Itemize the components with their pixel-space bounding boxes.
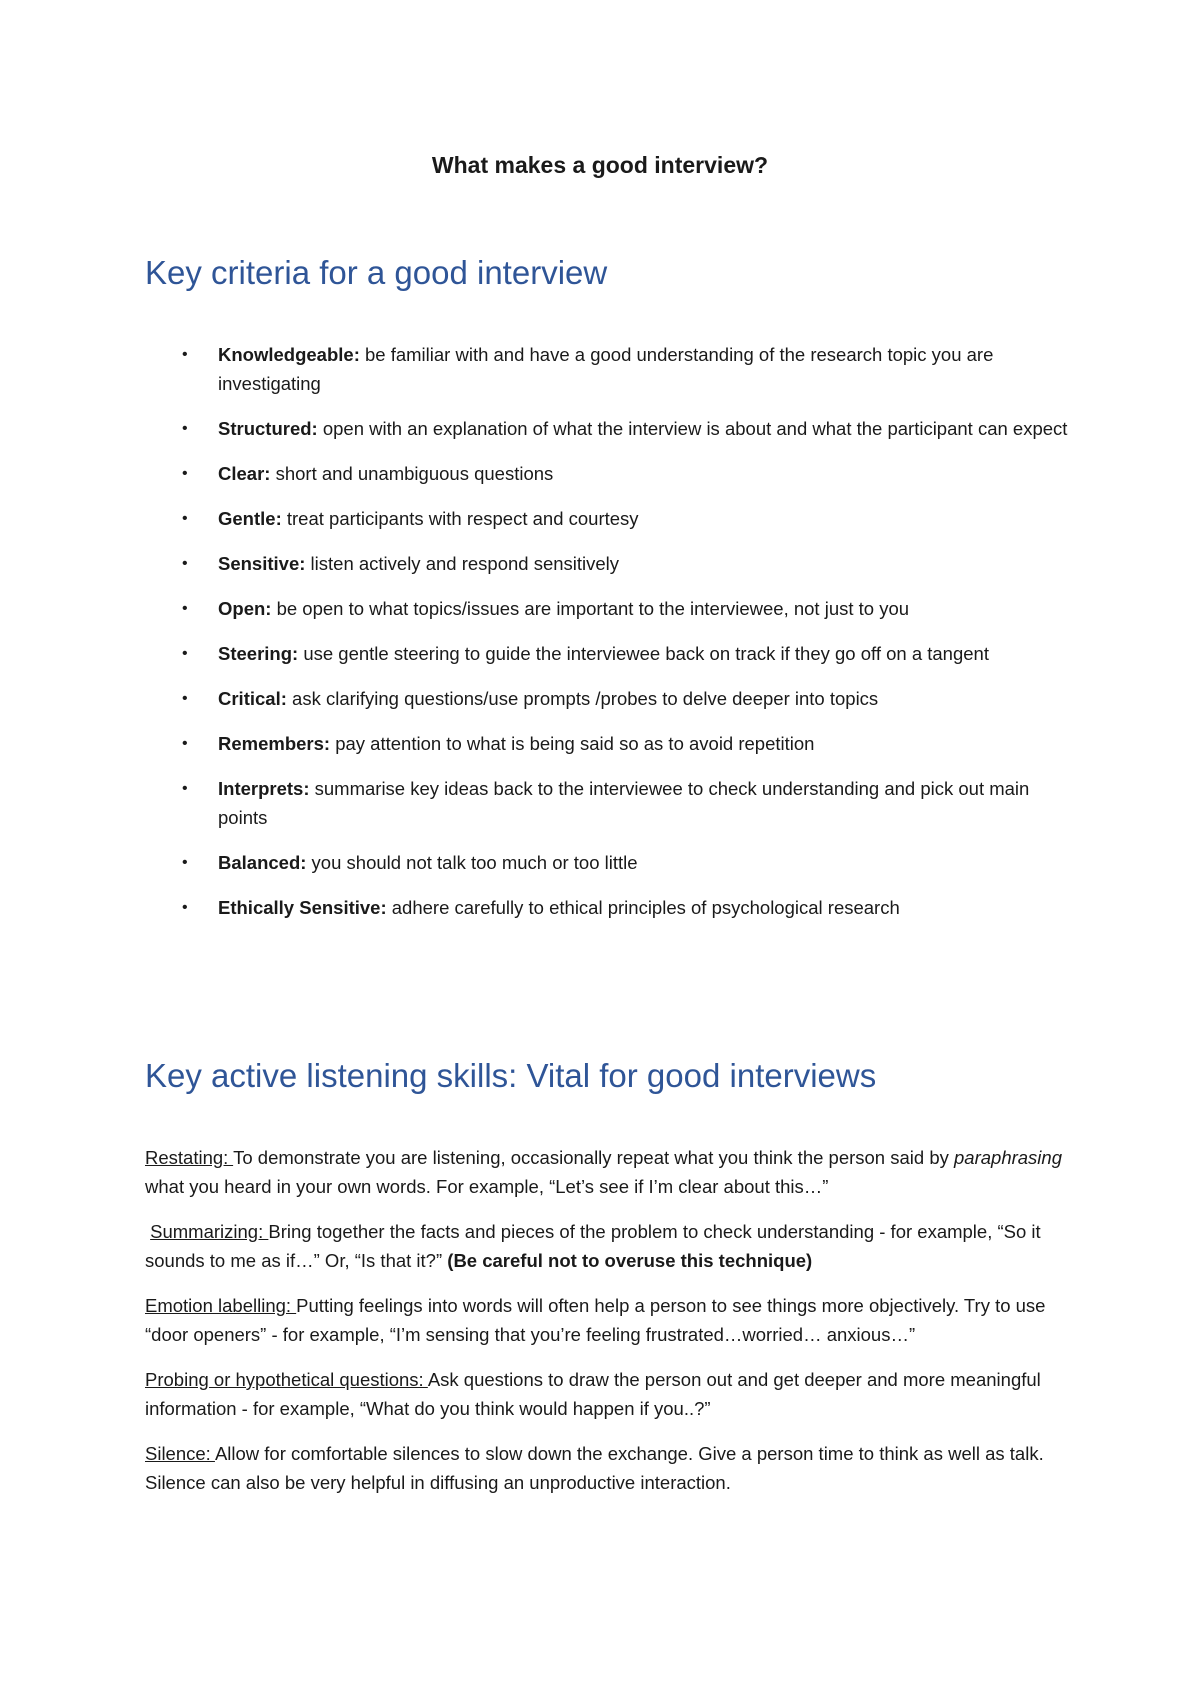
bullet-icon: •	[182, 735, 188, 752]
bullet-icon: •	[182, 510, 188, 527]
criteria-description: adhere carefully to ethical principles of psychological research	[386, 897, 900, 918]
bullet-icon: •	[182, 780, 188, 797]
list-item	[0, 639, 1200, 668]
skill-text: Ask questions to draw the person out and get deeper and more meaningful information - for example, “What do you think would happen if you..?”	[145, 1369, 1041, 1419]
criteria-description: you should not talk too much or too little	[306, 852, 638, 873]
skill-restating	[145, 1143, 1075, 1201]
list-item	[0, 684, 1200, 713]
list-item	[0, 340, 1200, 398]
criteria-term: Open:	[218, 598, 272, 619]
criteria-term: Sensitive:	[218, 553, 306, 574]
skill-term: Probing or hypothetical questions:	[145, 1369, 428, 1390]
section-heading-active-listening: Key active listening skills: Vital for good interviews	[145, 1057, 877, 1094]
criteria-description: short and unambiguous questions	[270, 463, 554, 484]
criteria-term: Clear:	[218, 463, 271, 484]
bullet-icon: •	[182, 899, 188, 916]
skill-text: Bring together the facts and pieces of the problem to check understanding - for example, “So it sounds to me as if…” Or, “Is that it?”	[145, 1221, 1041, 1271]
criteria-description: ask clarifying questions/use prompts /probes to delve deeper into topics	[286, 688, 879, 709]
bullet-icon: •	[182, 854, 188, 871]
list-item	[0, 774, 1200, 832]
skill-emphasis: paraphrasing	[954, 1147, 1062, 1168]
section-heading-key-criteria: Key criteria for a good interview	[145, 254, 608, 291]
criteria-term: Ethically Sensitive:	[218, 897, 387, 918]
bullet-icon: •	[182, 465, 188, 482]
criteria-term: Critical:	[218, 688, 287, 709]
skill-text: what you heard in your own words. For example, “Let’s see if I’m clear about this…”	[145, 1176, 829, 1197]
criteria-term: Knowledgeable:	[218, 344, 360, 365]
criteria-description: use gentle steering to guide the interviewee back on track if they go off on a tangent	[298, 643, 989, 664]
criteria-description: treat participants with respect and courtesy	[281, 508, 639, 529]
criteria-description: listen actively and respond sensitively	[305, 553, 620, 574]
criteria-term: Gentle:	[218, 508, 282, 529]
skill-text: To demonstrate you are listening, occasionally repeat what you think the person said by	[233, 1147, 954, 1168]
skill-text: Putting feelings into words will often help a person to see things more objectively. Try to use “door openers” - for example, “I’m sensing that you’re feeling frustrated…worried… anxious…”	[145, 1295, 1046, 1345]
skill-term: Emotion labelling:	[145, 1295, 297, 1316]
skill-probing	[145, 1365, 1075, 1423]
skill-text: Allow for comfortable silences to slow down the exchange. Give a person time to think as well as talk. Silence can also be very helpful in diffusing an unproductive interaction.	[145, 1443, 1044, 1493]
criteria-term: Remembers:	[218, 733, 331, 754]
bullet-icon: •	[182, 420, 188, 437]
skill-emotion-labelling	[145, 1291, 1075, 1349]
skill-term: Restating:	[145, 1147, 234, 1168]
list-item	[0, 594, 1200, 623]
bullet-icon: •	[182, 600, 188, 617]
list-item	[0, 459, 1200, 488]
list-item	[0, 893, 1200, 922]
criteria-description: open with an explanation of what the interview is about and what the participant can expect	[317, 418, 1068, 439]
bullet-icon: •	[182, 346, 188, 363]
criteria-term: Balanced:	[218, 852, 307, 873]
criteria-description: be open to what topics/issues are important to the interviewee, not just to you	[271, 598, 910, 619]
list-item	[0, 414, 1200, 443]
criteria-description: pay attention to what is being said so as to avoid repetition	[330, 733, 815, 754]
criteria-term: Structured:	[218, 418, 318, 439]
skill-term: Silence:	[145, 1443, 215, 1464]
bullet-icon: •	[182, 555, 188, 572]
skill-term: Summarizing:	[150, 1221, 269, 1242]
list-item	[0, 549, 1200, 578]
active-listening-skills	[145, 1143, 1075, 1513]
criteria-description: summarise key ideas back to the interviewee to check understanding and pick out main points	[218, 778, 1030, 828]
skill-summarizing	[145, 1217, 1075, 1275]
criteria-description: be familiar with and have a good understanding of the research topic you are investigating	[218, 344, 994, 394]
criteria-list	[0, 340, 1200, 938]
criteria-term: Steering:	[218, 643, 299, 664]
list-item	[0, 729, 1200, 758]
list-item	[0, 848, 1200, 877]
criteria-term: Interprets:	[218, 778, 310, 799]
bullet-icon: •	[182, 645, 188, 662]
list-item	[0, 504, 1200, 533]
skill-warning: (Be careful not to overuse this technique)	[447, 1250, 813, 1271]
bullet-icon: •	[182, 690, 188, 707]
document-title: What makes a good interview?	[431, 152, 769, 178]
skill-silence	[145, 1439, 1075, 1497]
